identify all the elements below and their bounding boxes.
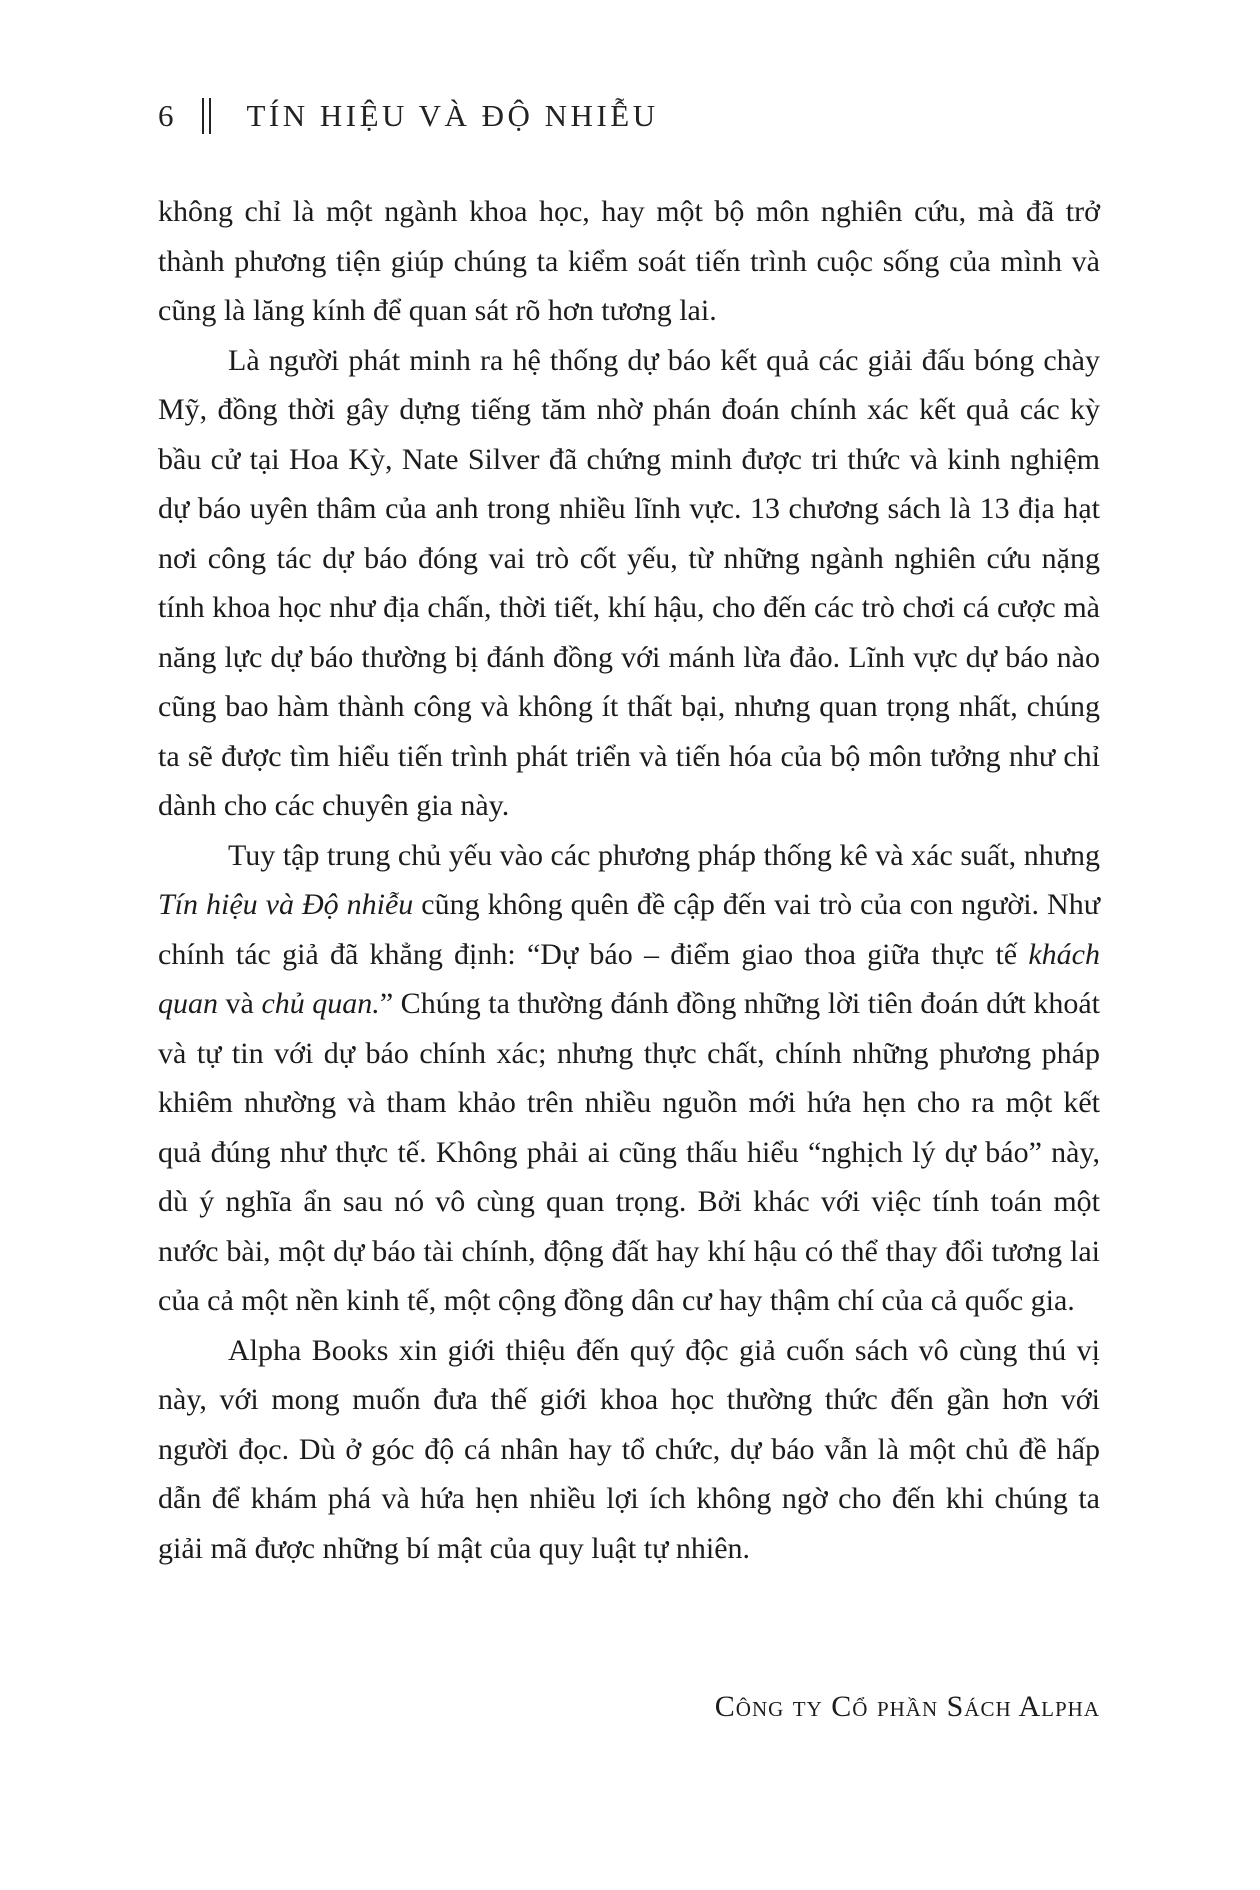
italic-term-objective: khách quan bbox=[158, 937, 1100, 1020]
publisher-signature: Công ty Cổ phần Sách Alpha bbox=[714, 1690, 1100, 1723]
paragraph-3 bbox=[158, 831, 1100, 1326]
body-text bbox=[158, 187, 1100, 1573]
italic-term-subjective: chủ quan. bbox=[261, 987, 380, 1020]
book-title-italic: Tín hiệu và Độ nhiễu bbox=[158, 888, 414, 921]
running-header bbox=[158, 96, 659, 136]
paragraph-3-text: Tuy tập trung chủ yếu vào các phương pháp thống kê và xác suất, nhưng bbox=[228, 838, 1100, 872]
paragraph-3-text: cũng không quên đề cập đến vai trò của con người. Như chính tác giả đã khẳng định: “Dự báo – điểm giao thoa giữa thực tế bbox=[158, 888, 1100, 971]
paragraph-3-text: và bbox=[218, 987, 262, 1020]
header-double-rule bbox=[202, 98, 211, 134]
running-book-title: TÍN HIỆU VÀ ĐỘ NHIỄU bbox=[246, 98, 659, 133]
paragraph-1: không chỉ là một ngành khoa học, hay một bộ môn nghiên cứu, mà đã trở thành phương tiện giúp chúng ta kiểm soát tiến trình cuộc sống của mình và cũng là lăng kính để quan sát rõ hơn tương lai. bbox=[158, 195, 1100, 327]
paragraph-4: Alpha Books xin giới thiệu đến quý độc giả cuốn sách vô cùng thú vị này, với mong muốn đưa thế giới khoa học thường thức đến gần hơn với người đọc. Dù ở góc độ cá nhân hay tổ chức, dự báo vẫn là một chủ đề hấp dẫn để khám phá và hứa hẹn nhiều lợi ích không ngờ cho đến khi chúng ta giải mã được những bí mật của quy luật tự nhiên. bbox=[158, 1333, 1100, 1565]
paragraph-2: Là người phát minh ra hệ thống dự báo kết quả các giải đấu bóng chày Mỹ, đồng thời gây dựng tiếng tăm nhờ phán đoán chính xác kết quả các kỳ bầu cử tại Hoa Kỳ, Nate Silver đã chứng minh được tri thức và kinh nghiệm dự báo uyên thâm của anh trong nhiều lĩnh vực. 13 chương sách là 13 địa hạt nơi công tác dự báo đóng vai trò cốt yếu, từ những ngành nghiên cứu nặng tính khoa học như địa chấn, thời tiết, khí hậu, cho đến các trò chơi cá cược mà năng lực dự báo thường bị đánh đồng với mánh lừa đảo. Lĩnh vực dự báo nào cũng bao hàm thành công và không ít thất bại, nhưng quan trọng nhất, chúng ta sẽ được tìm hiểu tiến trình phát triển và tiến hóa của bộ môn tưởng như chỉ dành cho các chuyên gia này. bbox=[158, 343, 1100, 822]
paragraph-3-text: ” Chúng ta thường đánh đồng những lời tiên đoán dứt khoát và tự tin với dự báo chính xác; nhưng thực chất, chính những phương pháp khiêm nhường và tham khảo trên nhiều nguồn mới hứa hẹn cho ra một kết quả đúng như thực tế. Không phải ai cũng thấu hiểu “nghịch lý dự báo” này, dù ý nghĩa ẩn sau nó vô cùng quan trọng. Bởi khác với việc tính toán một nước bài, một dự báo tài chính, động đất hay khí hậu có thể thay đổi tương lai của cả một nền kinh tế, một cộng đồng dân cư hay thậm chí của cả quốc gia. bbox=[158, 987, 1100, 1317]
page-number: 6 bbox=[158, 98, 176, 133]
